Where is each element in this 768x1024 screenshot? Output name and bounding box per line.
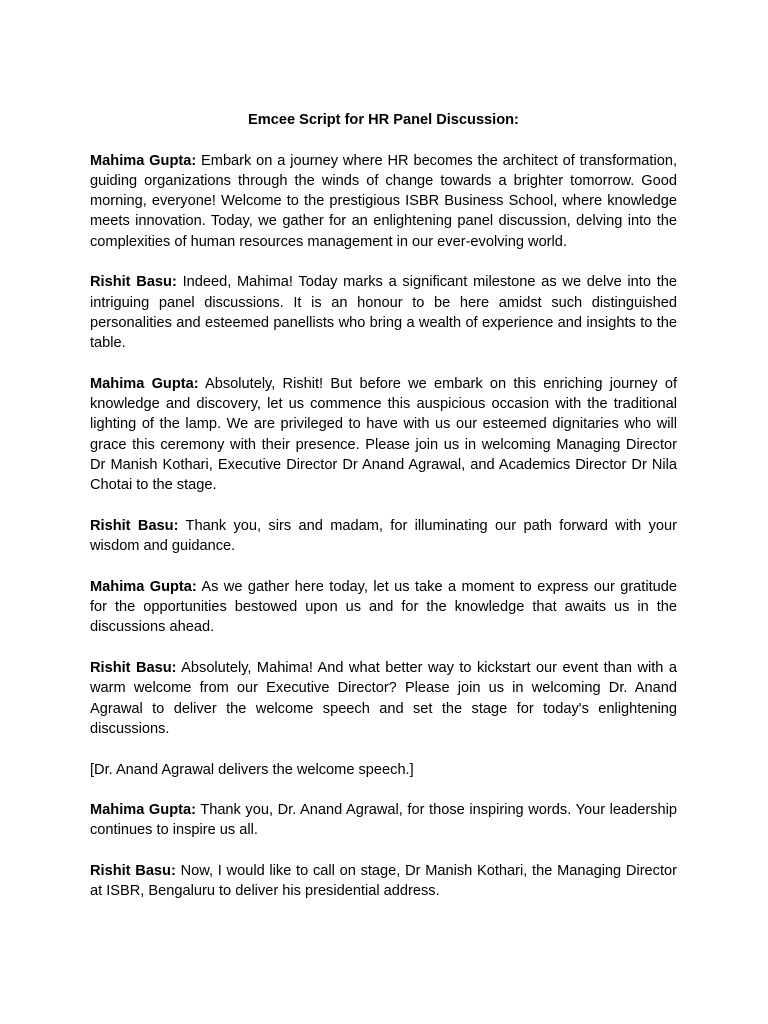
script-paragraph: [90, 577, 677, 638]
dialogue-text: Now, I would like to call on stage, Dr Manish Kothari, the Managing Director at ISBR, Bengaluru to deliver his presidential address.: [90, 862, 677, 900]
speaker-name: Mahima Gupta:: [90, 802, 196, 819]
dialogue-text: Thank you, Dr. Anand Agrawal, for those inspiring words. Your leadership continues to inspire us all.: [90, 802, 678, 839]
dialogue-text: Indeed, Mahima! Today marks a significant milestone as we delve into the intriguing panel discussions. It is an honour to be here amidst such distinguished personalities and esteemed panellists who bring a wealth of experience and insights to the table.: [90, 274, 677, 352]
dialogue-text: As we gather here today, let us take a moment to express our gratitude for the opportunities bestowed upon us and for the knowledge that awaits us in the discussions ahead.: [90, 578, 678, 636]
script-paragraph: [90, 658, 677, 739]
speaker-name: Rishit Basu:: [90, 660, 177, 677]
script-paragraph: [90, 800, 677, 841]
script-paragraph: [90, 861, 677, 902]
script-paragraph: [90, 516, 677, 557]
script-paragraph: [90, 272, 677, 353]
dialogue-text: Embark on a journey where HR becomes the architect of transformation, guiding organizations through the winds of change towards a brighter tomorrow. Good morning, everyone! Welcome to the prestigious ISBR Business School, where knowledge meets innovation. Today, we gather for an enlightening panel discussion, delving into the complexities of human resources management in our ever-evolving world.: [90, 152, 677, 250]
speaker-name: Rishit Basu:: [90, 862, 176, 879]
speaker-name: Rishit Basu:: [90, 517, 179, 534]
speaker-name: Mahima Gupta:: [90, 578, 197, 595]
dialogue-text: Absolutely, Rishit! But before we embark on this enriching journey of knowledge and discovery, let us commence this auspicious occasion with the traditional lighting of the lamp. We are privileged to have with us our esteemed dignitaries who will grace this ceremony with their presence. Please join us in welcoming Managing Director Dr Manish Kothari, Executive Director Dr Anand Agrawal, and Academics Director Dr Nila Chotai to the stage.: [90, 375, 678, 494]
speaker-name: Mahima Gupta:: [90, 152, 197, 169]
script-paragraph: [90, 151, 677, 252]
dialogue-text: Absolutely, Mahima! And what better way to kickstart our event than with a warm welcome from our Executive Director? Please join us in welcoming Dr. Anand Agrawal to deliver the welcome speech and set the stage for today's enlightening discussions.: [90, 660, 677, 737]
document-title: Emcee Script for HR Panel Discussion:: [248, 112, 519, 128]
document-page: [90, 110, 677, 922]
script-paragraph: [90, 374, 677, 496]
speaker-name: Rishit Basu:: [90, 274, 177, 291]
dialogue-text: Thank you, sirs and madam, for illuminating our path forward with your wisdom and guidance.: [90, 517, 677, 555]
stage-direction: [Dr. Anand Agrawal delivers the welcome speech.]: [90, 761, 414, 778]
speaker-name: Mahima Gupta:: [90, 375, 199, 392]
